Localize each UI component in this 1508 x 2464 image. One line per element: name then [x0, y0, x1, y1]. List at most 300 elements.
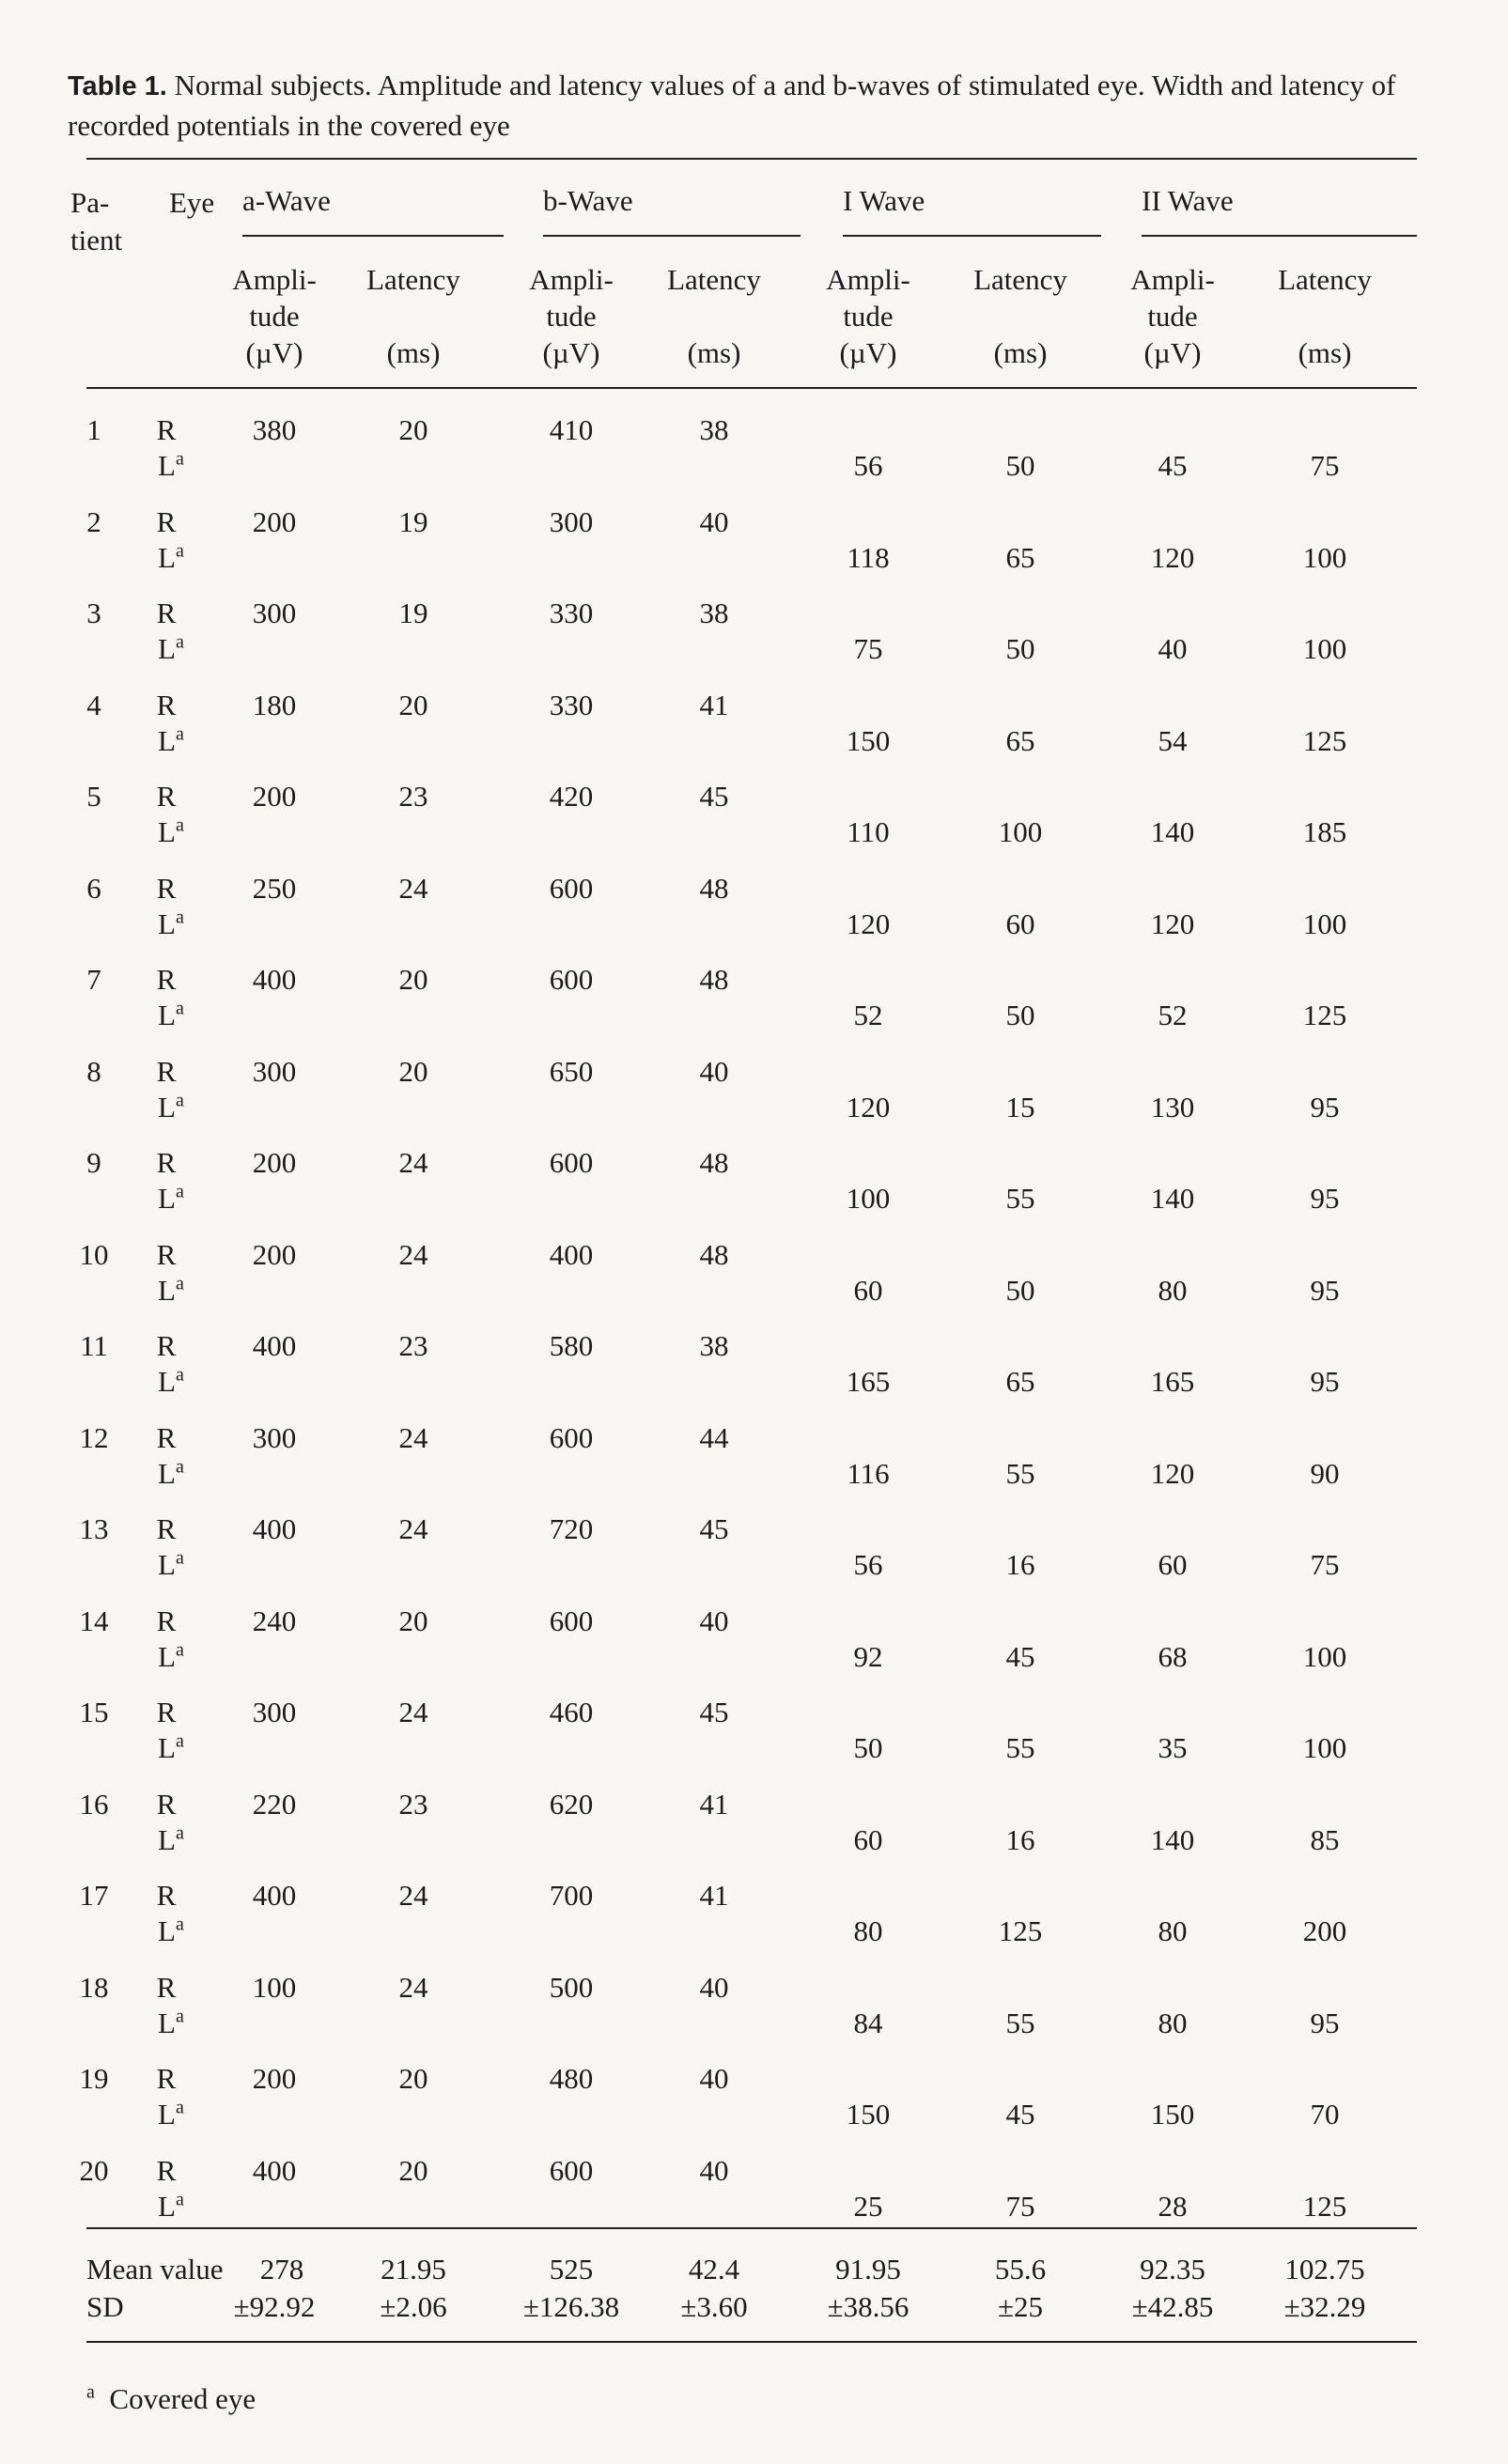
cell-ii-lat: 200	[1302, 1914, 1347, 1947]
cell-ii-amp: 140	[1150, 1182, 1195, 1215]
eye-covered-letter: L	[158, 1822, 176, 1856]
header-amplitude-0-2: (µV)	[245, 336, 303, 369]
cell-ii-lat: 100	[1302, 1731, 1347, 1764]
cell-a-lat: 24	[398, 1696, 428, 1728]
cell-b-amp: 400	[549, 1237, 594, 1271]
cell-i-amp: 100	[846, 1182, 891, 1215]
header-amplitude-2-2: (µV)	[839, 336, 897, 369]
eye-covered-mark: a	[175, 1730, 184, 1752]
cell-i-lat: 75	[1005, 2189, 1035, 2223]
eye-covered	[158, 1457, 184, 1491]
cell-i-lat: 65	[1005, 540, 1035, 574]
header-amplitude-2-1: tude	[843, 300, 894, 333]
summary-mean-value: 42.4	[688, 2253, 740, 2286]
cell-ii-amp: 140	[1150, 1822, 1195, 1856]
cell-ii-lat: 95	[1310, 1273, 1340, 1307]
cell-ii-amp: 150	[1150, 2098, 1195, 2131]
eye-covered-mark: a	[175, 723, 184, 745]
cell-a-amp: 240	[252, 1604, 297, 1637]
cell-a-amp: 200	[252, 504, 297, 538]
cell-i-amp: 50	[853, 1731, 883, 1764]
cell-i-lat: 15	[1005, 1090, 1035, 1124]
eye-covered-mark: a	[175, 1547, 184, 1569]
patient-number: 17	[79, 1879, 109, 1912]
eye-stimulated: R	[156, 1237, 177, 1271]
cell-a-lat: 19	[398, 504, 428, 538]
patient-number: 1	[86, 413, 101, 446]
patient-number: 15	[79, 1696, 109, 1728]
header-amplitude-1-1: tude	[546, 300, 597, 333]
eye-covered	[158, 2098, 184, 2131]
cell-i-lat: 55	[1005, 2006, 1035, 2039]
cell-a-lat: 24	[398, 871, 428, 905]
cell-i-lat: 55	[1005, 1182, 1035, 1215]
cell-ii-lat: 95	[1310, 1090, 1340, 1124]
cell-b-amp: 620	[549, 1787, 594, 1821]
cell-a-lat: 19	[398, 597, 428, 629]
eye-covered-mark: a	[175, 448, 184, 470]
summary-mean-value: 278	[259, 2253, 304, 2286]
cell-ii-lat: 100	[1302, 907, 1347, 940]
cell-i-lat: 65	[1005, 1365, 1035, 1398]
table-top-rule	[86, 158, 1417, 160]
cell-b-lat: 38	[699, 413, 729, 446]
eye-stimulated: R	[156, 1329, 177, 1362]
cell-b-lat: 40	[699, 1604, 729, 1637]
cell-b-amp: 500	[549, 1970, 594, 2004]
eye-stimulated: R	[156, 1970, 177, 2004]
cell-b-amp: 580	[549, 1329, 594, 1362]
eye-covered-mark: a	[175, 907, 184, 928]
patient-number: 8	[86, 1054, 101, 1088]
eye-covered-mark: a	[175, 1456, 184, 1478]
eye-stimulated: R	[156, 597, 177, 629]
cell-ii-amp: 80	[1158, 2006, 1188, 2039]
summary-sd-value: ±92.92	[233, 2290, 316, 2323]
cell-a-lat: 23	[398, 1329, 428, 1362]
cell-a-lat: 20	[398, 1604, 428, 1637]
eye-stimulated: R	[156, 780, 177, 813]
cell-i-amp: 52	[853, 999, 883, 1031]
header-amplitude-0-0: Ampli-	[232, 263, 317, 296]
cell-b-amp: 600	[549, 963, 594, 996]
cell-ii-amp: 120	[1150, 907, 1195, 940]
header-latency-unit-3: (ms)	[1298, 336, 1352, 369]
cell-ii-amp: 52	[1158, 999, 1188, 1031]
cell-a-amp: 200	[252, 1237, 297, 1271]
cell-b-lat: 45	[699, 1696, 729, 1728]
cell-b-amp: 600	[549, 2153, 594, 2187]
eye-stimulated: R	[156, 1146, 177, 1179]
patient-number: 20	[79, 2153, 109, 2187]
cell-a-lat: 23	[398, 1787, 428, 1821]
patient-number: 13	[79, 1512, 109, 1545]
cell-i-amp: 116	[847, 1456, 890, 1490]
cell-i-lat: 55	[1005, 1456, 1035, 1490]
table-footnote	[86, 2382, 256, 2416]
eye-stimulated: R	[156, 1879, 177, 1912]
cell-b-amp: 600	[549, 1146, 594, 1179]
eye-covered	[158, 632, 184, 666]
eye-covered	[158, 1182, 184, 1216]
eye-covered	[158, 724, 184, 758]
eye-covered-mark: a	[175, 1364, 184, 1386]
cell-i-lat: 60	[1005, 907, 1035, 940]
eye-stimulated: R	[156, 1696, 177, 1728]
eye-covered-mark: a	[175, 1639, 184, 1661]
cell-ii-lat: 70	[1310, 2098, 1340, 2131]
patient-number: 19	[79, 2062, 109, 2095]
eye-covered-letter: L	[158, 1731, 176, 1764]
table-summary-rule	[86, 2227, 1417, 2229]
eye-covered-letter: L	[158, 1273, 176, 1307]
eye-covered	[158, 2190, 184, 2224]
cell-b-lat: 38	[699, 597, 729, 629]
summary-sd-label: SD	[86, 2290, 124, 2323]
cell-b-lat: 41	[699, 1879, 729, 1912]
eye-covered-mark: a	[175, 1181, 184, 1202]
cell-a-amp: 220	[252, 1787, 297, 1821]
eye-stimulated: R	[156, 413, 177, 446]
eye-covered	[158, 815, 184, 849]
cell-a-amp: 300	[252, 1420, 297, 1454]
cell-b-amp: 330	[549, 688, 594, 721]
cell-ii-amp: 120	[1150, 1456, 1195, 1490]
cell-a-lat: 20	[398, 413, 428, 446]
eye-stimulated: R	[156, 1420, 177, 1454]
summary-sd-value: ±42.85	[1131, 2290, 1214, 2323]
eye-covered-letter: L	[158, 999, 176, 1031]
header-group-0: a-Wave	[242, 184, 331, 217]
patient-number: 14	[79, 1604, 109, 1637]
summary-sd-value: ±38.56	[827, 2290, 909, 2323]
eye-covered	[158, 1914, 184, 1948]
cell-i-lat: 55	[1005, 1731, 1035, 1764]
cell-b-lat: 44	[699, 1420, 729, 1454]
eye-covered	[158, 1640, 184, 1674]
cell-ii-lat: 90	[1310, 1456, 1340, 1490]
eye-covered-letter: L	[158, 1639, 176, 1673]
cell-i-lat: 50	[1005, 449, 1035, 482]
eye-stimulated: R	[156, 688, 177, 721]
cell-ii-amp: 80	[1158, 1273, 1188, 1307]
eye-stimulated: R	[156, 2153, 177, 2187]
cell-i-amp: 56	[853, 1548, 883, 1581]
eye-covered-letter: L	[158, 1090, 176, 1124]
eye-covered-mark: a	[175, 1914, 184, 1935]
summary-sd-value: ±2.06	[380, 2290, 447, 2323]
eye-covered-letter: L	[158, 1548, 176, 1581]
cell-i-amp: 118	[847, 540, 890, 574]
cell-i-amp: 25	[853, 2189, 883, 2223]
cell-i-lat: 16	[1005, 1548, 1035, 1581]
summary-mean-value: 55.6	[994, 2253, 1047, 2286]
header-amplitude-1-2: (µV)	[542, 336, 600, 369]
header-group-1: b-Wave	[543, 184, 633, 217]
cell-ii-amp: 28	[1158, 2189, 1188, 2223]
table-caption	[68, 66, 1421, 146]
cell-i-amp: 150	[846, 723, 891, 757]
eye-covered-mark: a	[175, 1822, 184, 1844]
cell-i-amp: 80	[853, 1914, 883, 1947]
cell-b-lat: 48	[699, 1146, 729, 1179]
eye-covered-mark: a	[175, 1090, 184, 1111]
header-patient-2: tient	[70, 224, 123, 256]
cell-i-lat: 65	[1005, 723, 1035, 757]
eye-covered-letter: L	[158, 2098, 176, 2131]
cell-b-amp: 720	[549, 1512, 594, 1545]
patient-number: 11	[80, 1329, 108, 1362]
patient-number: 16	[79, 1787, 109, 1821]
cell-a-amp: 200	[252, 780, 297, 813]
eye-covered	[158, 907, 184, 941]
cell-a-lat: 24	[398, 1970, 428, 2004]
eye-covered	[158, 541, 184, 575]
cell-b-lat: 40	[699, 504, 729, 538]
cell-b-lat: 41	[699, 1787, 729, 1821]
eye-covered-mark: a	[175, 540, 184, 562]
cell-b-amp: 600	[549, 1604, 594, 1637]
eye-covered-letter: L	[158, 1182, 176, 1215]
cell-a-lat: 24	[398, 1146, 428, 1179]
table-caption-text: Normal subjects. Amplitude and latency values of a and b-waves of stimulated eye. Width and latency of recorded potentials in the covered eye	[68, 69, 1396, 142]
eye-covered	[158, 1091, 184, 1124]
cell-ii-amp: 54	[1158, 723, 1188, 757]
cell-ii-amp: 68	[1158, 1639, 1188, 1673]
header-amplitude-2-0: Ampli-	[826, 263, 910, 296]
cell-i-amp: 56	[853, 449, 883, 482]
eye-stimulated: R	[156, 871, 177, 905]
summary-mean-value: 525	[549, 2253, 594, 2286]
summary-sd-value: ±32.29	[1283, 2290, 1366, 2323]
header-group-3: II Wave	[1142, 184, 1234, 217]
cell-ii-lat: 75	[1310, 1548, 1340, 1581]
cell-b-amp: 420	[549, 780, 594, 813]
summary-mean-label: Mean value	[86, 2253, 224, 2286]
cell-a-amp: 250	[252, 871, 297, 905]
eye-covered-mark: a	[175, 998, 184, 1019]
header-group-rule-0	[242, 235, 504, 237]
cell-b-lat: 48	[699, 963, 729, 996]
cell-a-amp: 400	[252, 1879, 297, 1912]
cell-ii-lat: 185	[1302, 815, 1347, 848]
patient-number: 6	[86, 871, 101, 905]
cell-b-lat: 40	[699, 1054, 729, 1088]
header-latency-0: Latency	[366, 263, 460, 296]
eye-stimulated: R	[156, 504, 177, 538]
cell-i-lat: 45	[1005, 2098, 1035, 2131]
cell-a-lat: 20	[398, 2153, 428, 2187]
summary-sd-value: ±126.38	[522, 2290, 620, 2323]
summary-sd-value: ±25	[997, 2290, 1044, 2323]
eye-covered-letter: L	[158, 2006, 176, 2039]
cell-b-lat: 48	[699, 1237, 729, 1271]
cell-b-lat: 48	[699, 871, 729, 905]
cell-b-amp: 650	[549, 1054, 594, 1088]
cell-i-amp: 165	[846, 1365, 891, 1398]
cell-a-amp: 300	[252, 1054, 297, 1088]
summary-mean-value: 21.95	[381, 2253, 446, 2286]
header-latency-1: Latency	[667, 263, 761, 296]
cell-ii-amp: 45	[1158, 449, 1188, 482]
eye-covered-letter: L	[158, 449, 176, 482]
cell-ii-amp: 60	[1158, 1548, 1188, 1581]
header-patient-1: Pa-	[70, 186, 110, 219]
header-group-rule-2	[843, 235, 1101, 237]
eye-covered-mark: a	[175, 2097, 184, 2118]
header-latency-unit-2: (ms)	[993, 336, 1048, 369]
cell-a-lat: 24	[398, 1512, 428, 1545]
eye-stimulated: R	[156, 963, 177, 996]
cell-i-amp: 120	[846, 1090, 891, 1124]
cell-i-lat: 50	[1005, 999, 1035, 1031]
header-amplitude-3-2: (µV)	[1143, 336, 1202, 369]
cell-b-amp: 600	[549, 1420, 594, 1454]
cell-i-amp: 75	[853, 632, 883, 665]
cell-b-amp: 600	[549, 871, 594, 905]
cell-b-lat: 38	[699, 1329, 729, 1362]
eye-covered-letter: L	[158, 1914, 176, 1947]
cell-ii-amp: 120	[1150, 540, 1195, 574]
patient-number: 5	[86, 780, 101, 813]
header-amplitude-0-1: tude	[249, 300, 300, 333]
cell-b-lat: 40	[699, 1970, 729, 2004]
cell-ii-lat: 100	[1302, 1639, 1347, 1673]
cell-b-lat: 45	[699, 780, 729, 813]
eye-covered-letter: L	[158, 632, 176, 665]
patient-number: 10	[79, 1237, 109, 1271]
cell-b-amp: 700	[549, 1879, 594, 1912]
eye-covered-mark: a	[175, 2189, 184, 2210]
cell-a-lat: 20	[398, 688, 428, 721]
eye-covered-letter: L	[158, 815, 176, 848]
cell-i-amp: 150	[846, 2098, 891, 2131]
patient-number: 3	[86, 597, 101, 629]
cell-i-lat: 100	[998, 815, 1043, 848]
patient-number: 9	[86, 1146, 101, 1179]
eye-covered-letter: L	[158, 2189, 176, 2223]
eye-covered	[158, 1548, 184, 1582]
footnote-text: Covered eye	[109, 2382, 257, 2415]
patient-number: 7	[86, 963, 101, 996]
cell-ii-lat: 95	[1310, 1365, 1340, 1398]
cell-i-amp: 120	[846, 907, 891, 940]
cell-i-amp: 110	[847, 815, 890, 848]
table-header-rule	[86, 387, 1417, 389]
eye-stimulated: R	[156, 1604, 177, 1637]
eye-covered-mark: a	[175, 1273, 184, 1294]
eye-covered-mark: a	[175, 2006, 184, 2027]
eye-covered-letter: L	[158, 1456, 176, 1490]
cell-a-amp: 400	[252, 963, 297, 996]
cell-ii-lat: 125	[1302, 2189, 1347, 2223]
cell-a-amp: 380	[252, 413, 297, 446]
cell-ii-lat: 95	[1310, 1182, 1340, 1215]
cell-ii-lat: 125	[1302, 999, 1347, 1031]
cell-a-amp: 400	[252, 2153, 297, 2187]
eye-stimulated: R	[156, 1054, 177, 1088]
eye-covered-letter: L	[158, 540, 176, 574]
eye-covered	[158, 2007, 184, 2040]
cell-a-amp: 200	[252, 2062, 297, 2095]
cell-a-lat: 20	[398, 963, 428, 996]
cell-i-lat: 50	[1005, 1273, 1035, 1307]
eye-stimulated: R	[156, 1787, 177, 1821]
cell-b-amp: 300	[549, 504, 594, 538]
header-group-rule-1	[543, 235, 801, 237]
cell-ii-lat: 100	[1302, 632, 1347, 665]
cell-b-amp: 460	[549, 1696, 594, 1728]
cell-i-amp: 92	[853, 1639, 883, 1673]
cell-a-amp: 180	[252, 688, 297, 721]
eye-covered-letter: L	[158, 723, 176, 757]
cell-i-amp: 84	[853, 2006, 883, 2039]
table-bottom-rule	[86, 2341, 1417, 2343]
header-group-2: I Wave	[843, 184, 925, 217]
eye-covered	[158, 999, 184, 1032]
eye-covered	[158, 1365, 184, 1399]
cell-a-amp: 400	[252, 1512, 297, 1545]
header-eye: Eye	[169, 186, 215, 219]
cell-b-lat: 41	[699, 688, 729, 721]
header-group-rule-3	[1142, 235, 1417, 237]
header-latency-unit-1: (ms)	[687, 336, 741, 369]
eye-stimulated: R	[156, 2062, 177, 2095]
cell-a-amp: 300	[252, 597, 297, 629]
cell-b-lat: 40	[699, 2153, 729, 2187]
eye-covered-letter: L	[158, 1365, 176, 1398]
cell-a-lat: 20	[398, 2062, 428, 2095]
cell-ii-lat: 125	[1302, 723, 1347, 757]
cell-i-amp: 60	[853, 1273, 883, 1307]
cell-i-amp: 60	[853, 1822, 883, 1856]
eye-covered-mark: a	[175, 631, 184, 653]
patient-number: 18	[79, 1970, 109, 2004]
cell-a-amp: 300	[252, 1696, 297, 1728]
cell-ii-amp: 40	[1158, 632, 1188, 665]
cell-ii-amp: 80	[1158, 1914, 1188, 1947]
cell-a-lat: 23	[398, 780, 428, 813]
eye-covered-mark: a	[175, 814, 184, 836]
cell-i-lat: 125	[998, 1914, 1043, 1947]
summary-sd-value: ±3.60	[680, 2290, 748, 2323]
cell-a-lat: 24	[398, 1879, 428, 1912]
cell-ii-amp: 140	[1150, 815, 1195, 848]
header-latency-unit-0: (ms)	[386, 336, 441, 369]
eye-covered	[158, 1731, 184, 1765]
cell-b-amp: 330	[549, 597, 594, 629]
cell-b-lat: 45	[699, 1512, 729, 1545]
patient-number: 4	[86, 688, 101, 721]
cell-a-lat: 24	[398, 1420, 428, 1454]
cell-a-amp: 200	[252, 1146, 297, 1179]
table-label: Table 1.	[68, 71, 167, 101]
cell-i-lat: 45	[1005, 1639, 1035, 1673]
eye-stimulated: R	[156, 1512, 177, 1545]
patient-number: 12	[79, 1420, 109, 1454]
cell-i-lat: 50	[1005, 632, 1035, 665]
cell-a-lat: 20	[398, 1054, 428, 1088]
header-amplitude-3-1: tude	[1147, 300, 1198, 333]
eye-covered-letter: L	[158, 907, 176, 940]
eye-covered	[158, 1274, 184, 1308]
eye-covered	[158, 1823, 184, 1857]
cell-a-amp: 100	[252, 1970, 297, 2004]
cell-a-amp: 400	[252, 1329, 297, 1362]
header-amplitude-1-0: Ampli-	[529, 263, 614, 296]
eye-covered	[158, 449, 184, 483]
summary-mean-value: 91.95	[835, 2253, 901, 2286]
